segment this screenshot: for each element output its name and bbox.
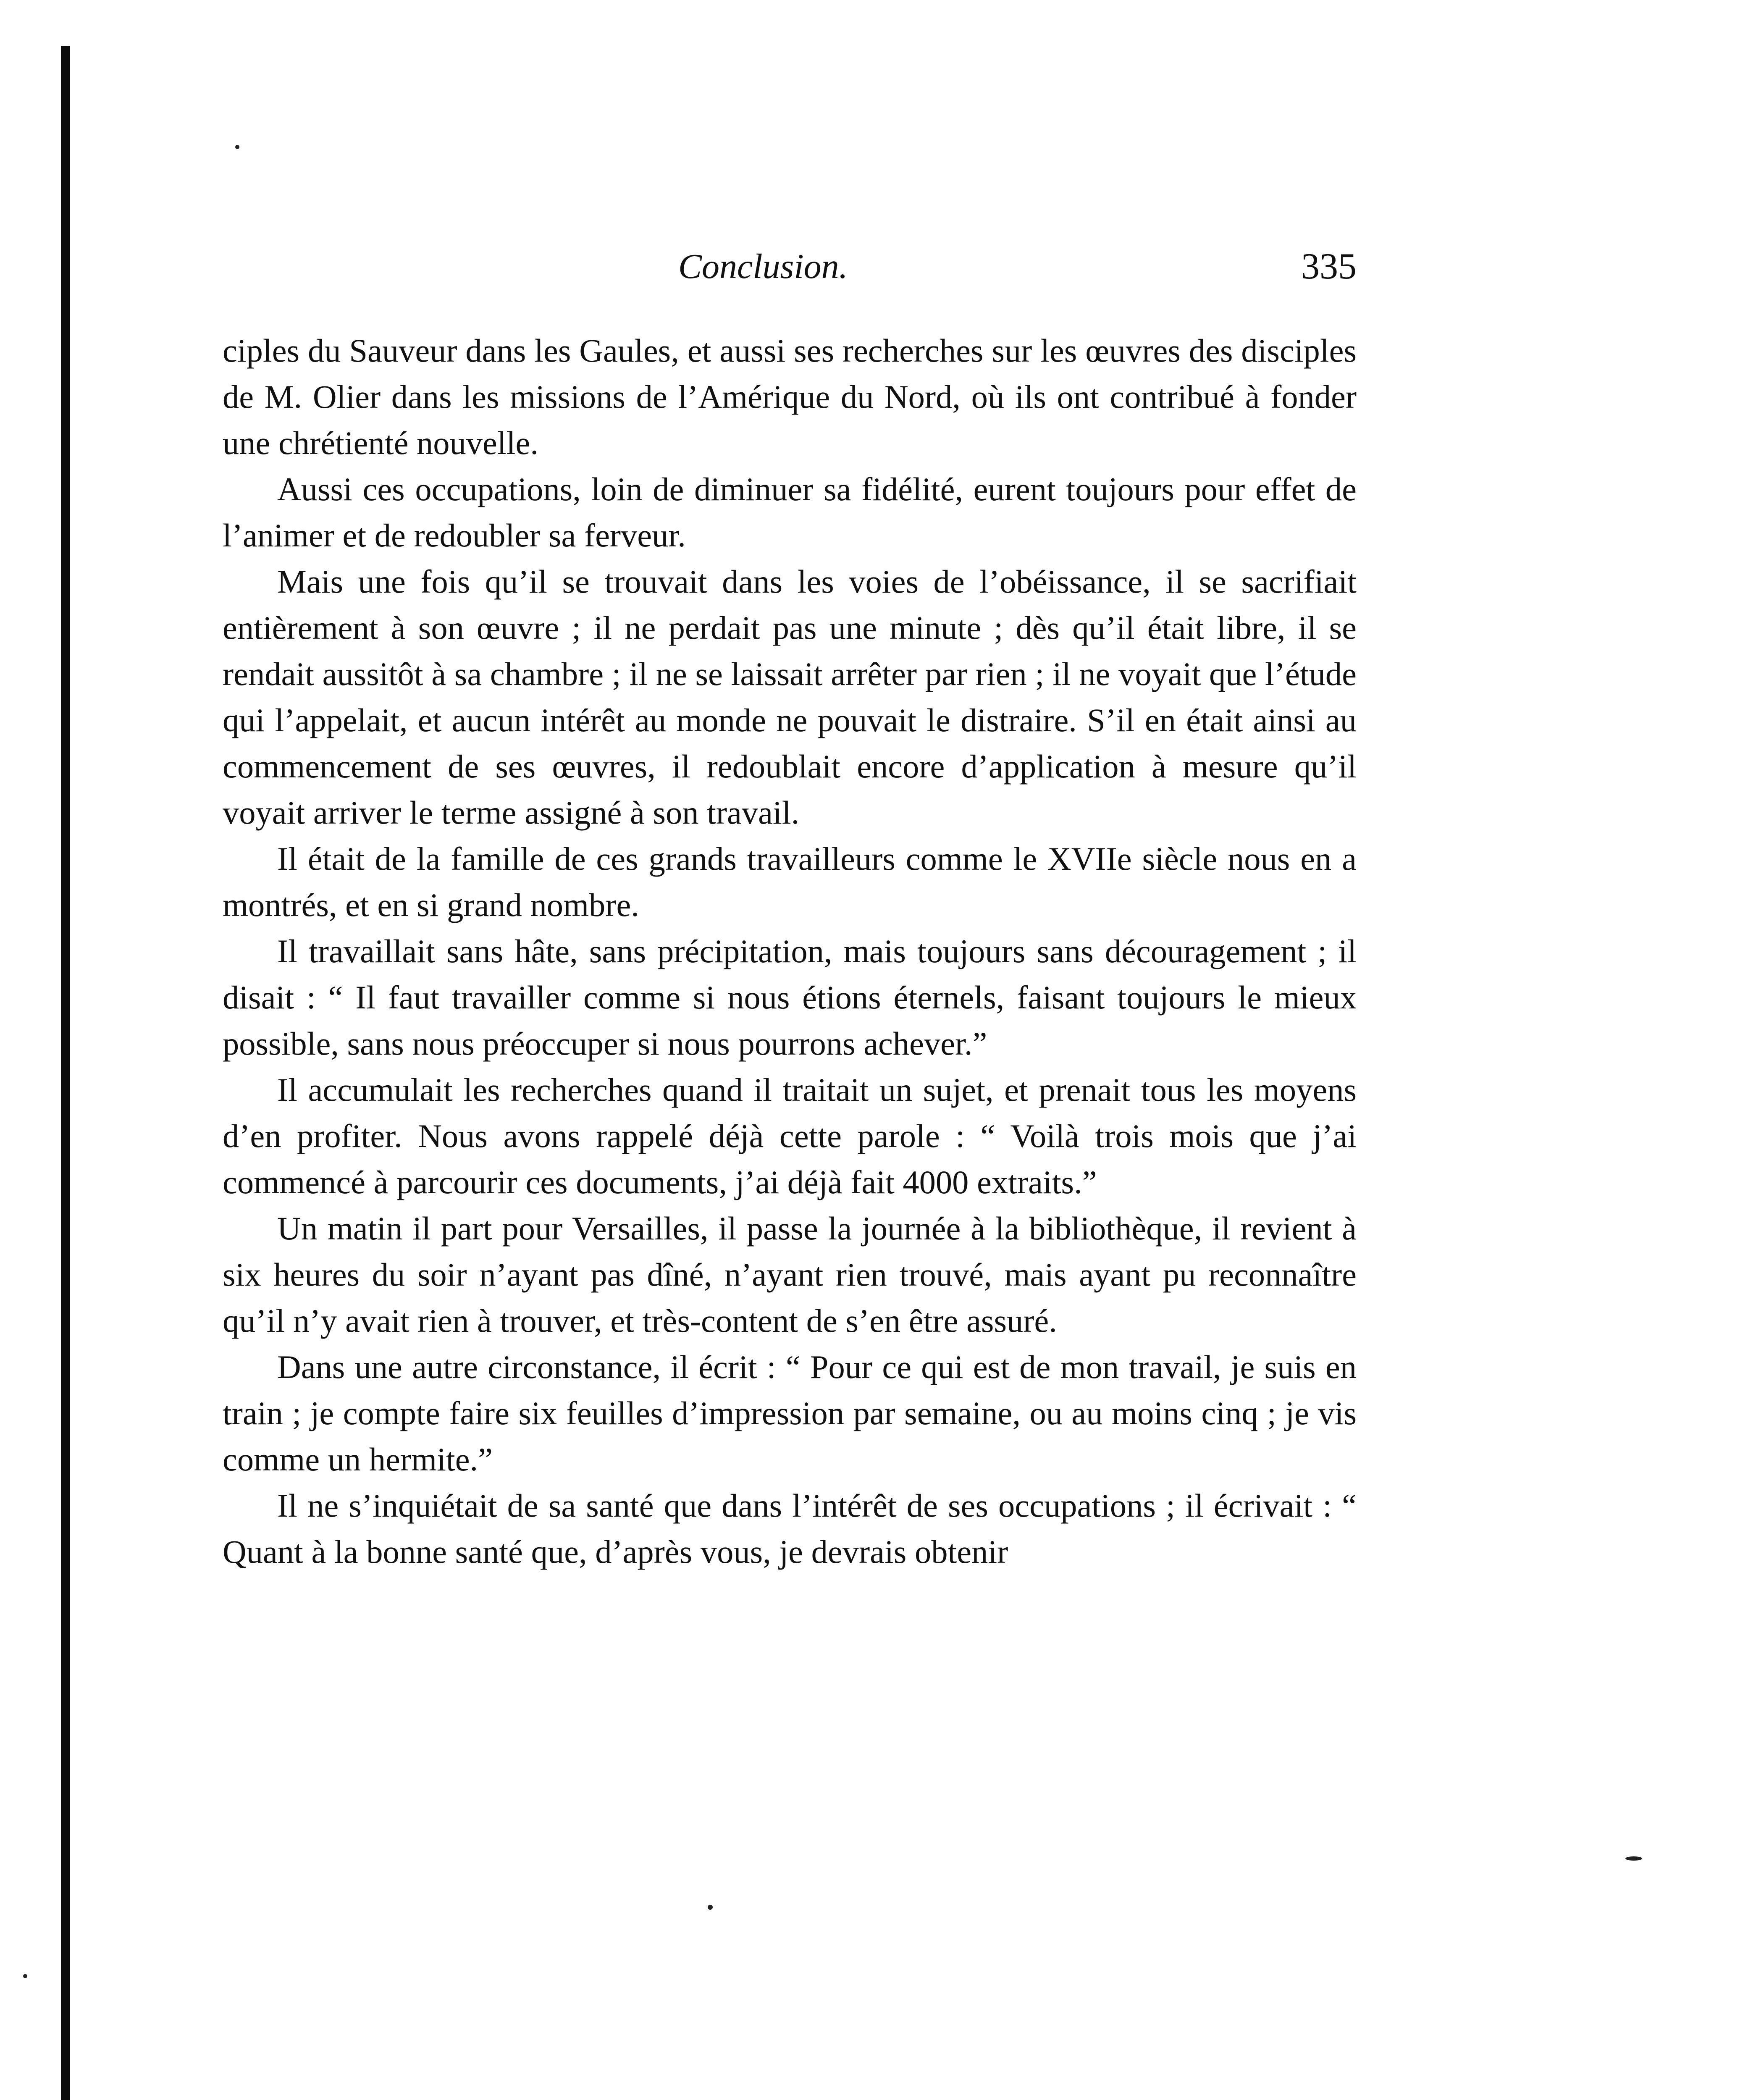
paragraph: Il était de la famille de ces grands travailleurs comme le XVIIe siècle nous en a montrés, et en si grand nombre. — [223, 840, 1357, 923]
scan-speck — [235, 145, 239, 149]
scan-speck — [23, 1974, 27, 1978]
binding-edge-rule — [61, 46, 70, 2100]
paragraph: Mais une fois qu’il se trouvait dans les voies de l’obéissance, il se sacrifiait entièrement à son œuvre ; il ne perdait pas une minute ; dès qu’il était libre, il se rendait aussitôt à sa chambre ; il ne se laissait arrêter par rien ; il ne voyait que l’étude qui l’appelait, et aucun intérêt au monde ne pouvait le distraire. S’il en était ainsi au commencement de ses œuvres, il redoublait encore d’application à mesure qu’il voyait arriver le terme assigné à son travail. — [223, 563, 1357, 831]
running-title: Conclusion. — [678, 247, 848, 286]
paragraph: Aussi ces occupations, loin de diminuer sa fidélité, eurent toujours pour effet de l’animer et de redoubler sa ferveur. — [223, 471, 1357, 554]
paragraph: Un matin il part pour Versailles, il passe la journée à la bibliothèque, il revient à six heures du soir n’ayant pas dîné, n’ayant rien trouvé, mais ayant pu reconnaître qu’il n’y avait rien à trouver, et très-content de s’en être assuré. — [223, 1210, 1357, 1339]
scan-speck — [708, 1905, 713, 1910]
running-header — [223, 235, 1357, 298]
body-text — [223, 328, 1357, 1575]
scan-speck — [1625, 1856, 1642, 1861]
page-number: 335 — [1301, 246, 1357, 287]
paragraph: Dans une autre circonstance, il écrit : “ Pour ce qui est de mon travail, je suis en train ; je compte faire six feuilles d’impression par semaine, ou au moins cinq ; je vis comme un hermite.” — [223, 1349, 1357, 1478]
paragraph-last: Il ne s’inquiétait de sa santé que dans l’intérêt de ses occupations ; il écrivait : “ Quant à la bonne santé que, d’après vous, je devrais obtenir — [223, 1487, 1357, 1570]
paragraph: Il accumulait les recherches quand il traitait un sujet, et prenait tous les moyens d’en profiter. Nous avons rappelé déjà cette parole : “ Voilà trois mois que j’ai commencé à parcourir ces documents, j’ai déjà fait 4000 extraits.” — [223, 1071, 1357, 1200]
paragraph-continued: ciples du Sauveur dans les Gaules, et aussi ses recherches sur les œuvres des disciples de M. Olier dans les missions de l’Amérique du Nord, où ils ont contribué à fonder une chrétienté nouvelle. — [223, 332, 1357, 461]
paragraph: Il travaillait sans hâte, sans précipitation, mais toujours sans découragement ; il disait : “ Il faut travailler comme si nous étions éternels, faisant toujours le mieux possible, sans nous préoccuper si nous pourrons achever.” — [223, 933, 1357, 1062]
